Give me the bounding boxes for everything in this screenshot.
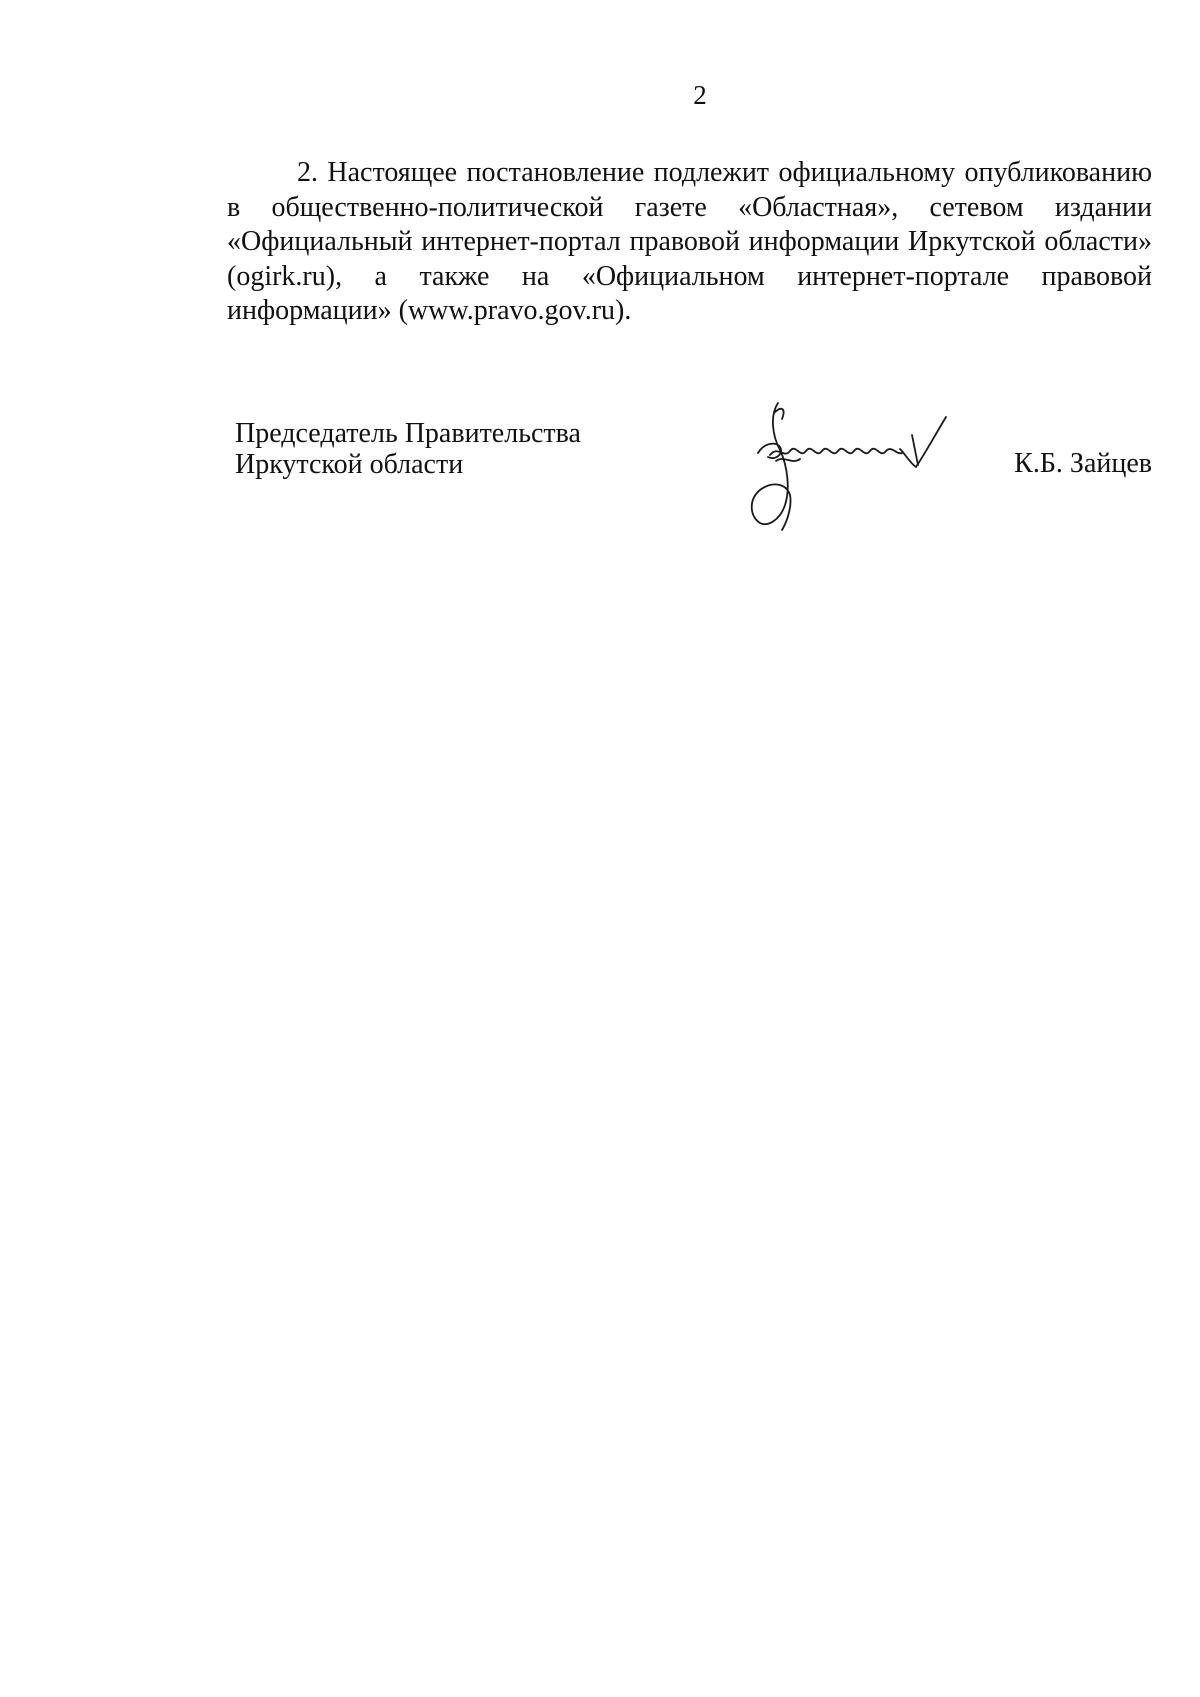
signatory-title-line-2: Иркутской области bbox=[235, 449, 464, 480]
page-number: 2 bbox=[693, 80, 707, 110]
signatory-title-line-1: Председатель Правительства bbox=[235, 418, 581, 449]
signatory-title bbox=[235, 418, 581, 480]
publication-clause: 2. Настоящее постановление подлежит официальному опубликованию в общественно-политической газете «Областная», сетевом издании «Официальный интернет-портал правовой информации Иркутской области» (ogirk.ru), а также на «Официальном интернет-портале правовой информации» (www.pravo.gov.ru). bbox=[227, 157, 1152, 326]
handwritten-signature bbox=[730, 395, 970, 545]
signatory-name: К.Б. Зайцев bbox=[1014, 448, 1152, 479]
